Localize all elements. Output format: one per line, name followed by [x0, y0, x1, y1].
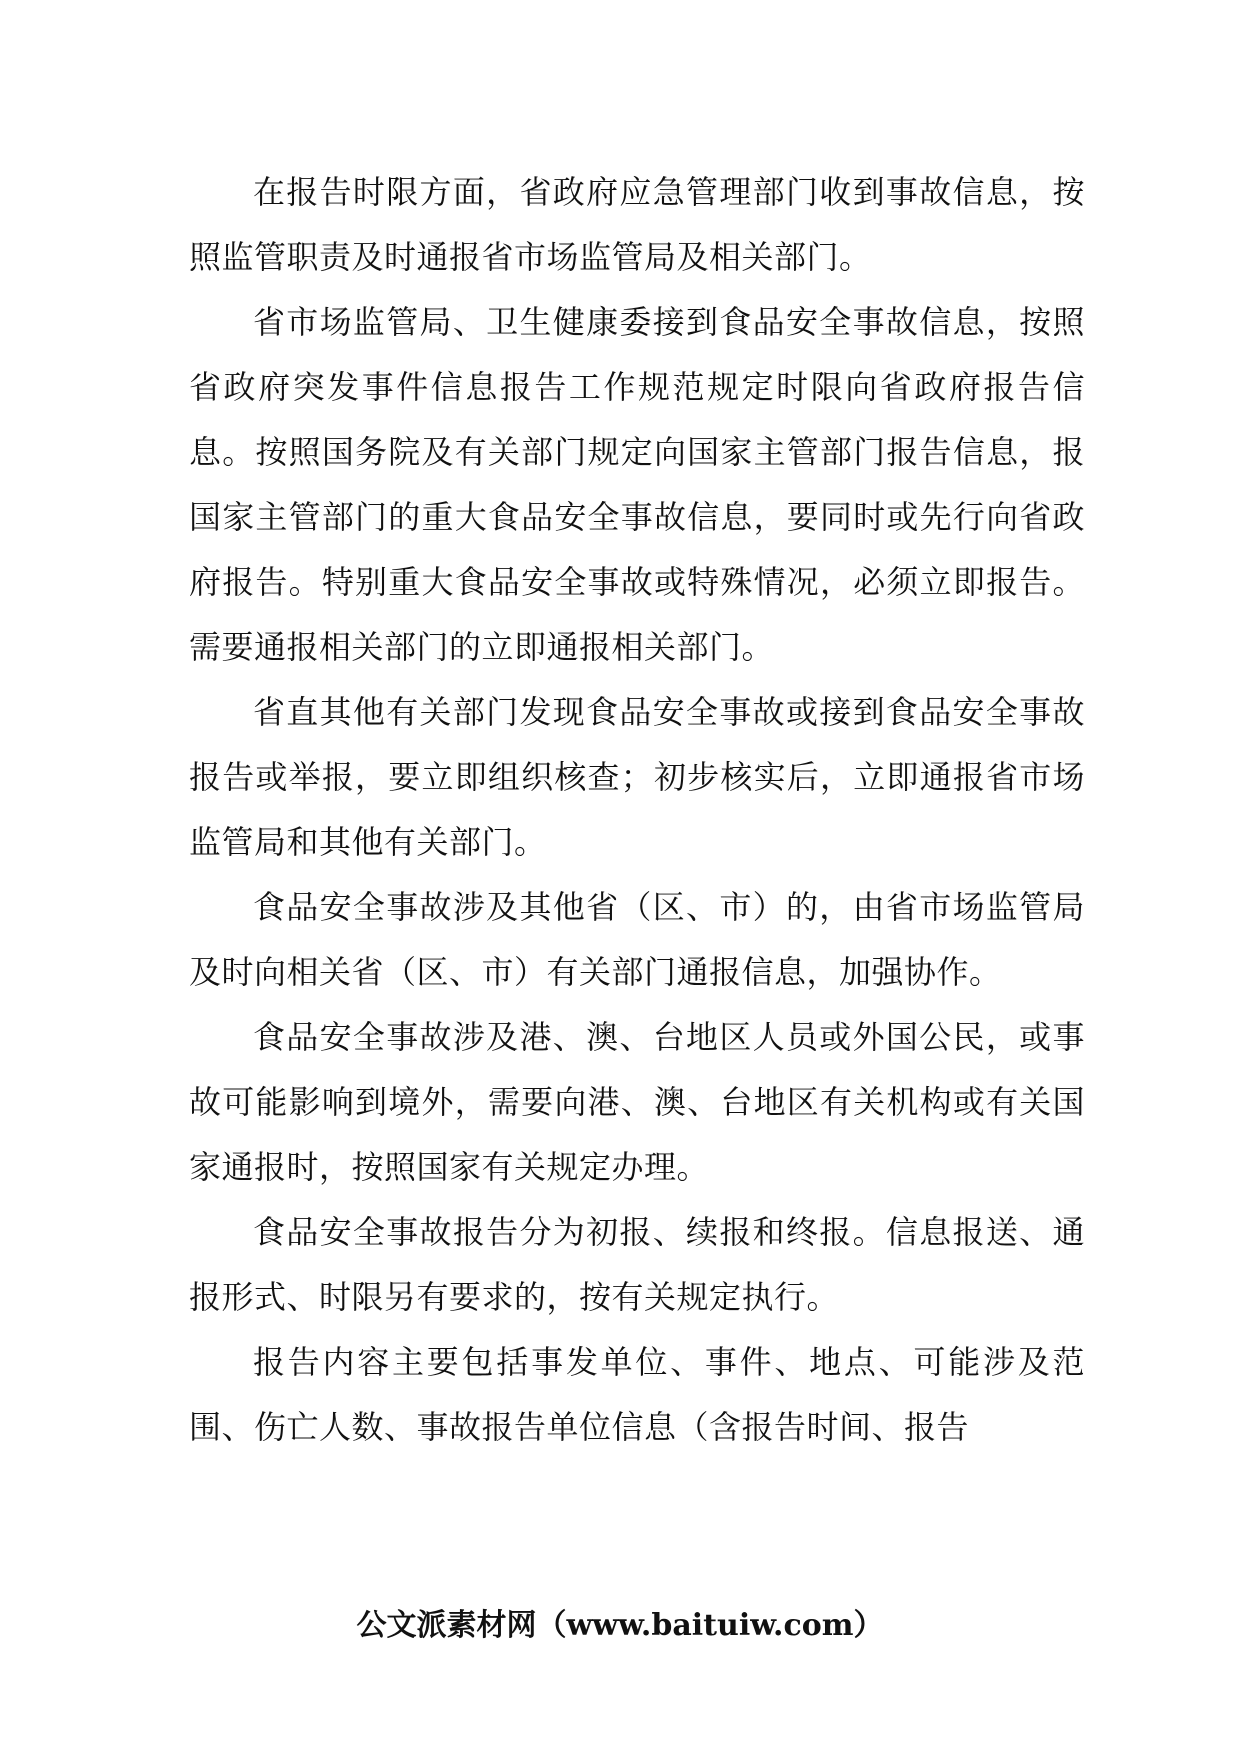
paragraph-other-provinces: 食品安全事故涉及其他省（区、市）的，由省市场监管局及时向相关省（区、市）有关部门通报信息，加强协作。 [189, 888, 1085, 991]
paragraph-reporting-time-limit: 在报告时限方面，省政府应急管理部门收到事故信息，按照监管职责及时通报省市场监管局及相关部门。 [189, 173, 1085, 276]
paragraph-market-supervision-reporting: 省市场监管局、卫生健康委接到食品安全事故信息，按照省政府突发事件信息报告工作规范规定时限向省政府报告信息。按照国务院及有关部门规定向国家主管部门报告信息，报国家主管部门的重大食品安全事故信息，要同时或先行向省政府报告。特别重大食品安全事故或特殊情况，必须立即报告。需要通报相关部门的立即通报相关部门。 [189, 303, 1085, 666]
paragraph-report-content: 报告内容主要包括事发单位、事件、地点、可能涉及范围、伤亡人数、事故报告单位信息（含报告时间、报告 [189, 1343, 1085, 1446]
paragraph-hk-macao-taiwan: 食品安全事故涉及港、澳、台地区人员或外国公民，或事故可能影响到境外，需要向港、澳、台地区有关机构或有关国家通报时，按照国家有关规定办理。 [189, 1018, 1085, 1186]
document-body [189, 160, 1085, 1460]
page-footer-watermark: 公文派素材网（www.baituiw.com） [356, 1608, 884, 1643]
paragraph-other-departments: 省直其他有关部门发现食品安全事故或接到食品安全事故报告或举报，要立即组织核查；初步核实后，立即通报省市场监管局和其他有关部门。 [189, 693, 1085, 861]
paragraph-report-types: 食品安全事故报告分为初报、续报和终报。信息报送、通报形式、时限另有要求的，按有关规定执行。 [189, 1213, 1085, 1316]
